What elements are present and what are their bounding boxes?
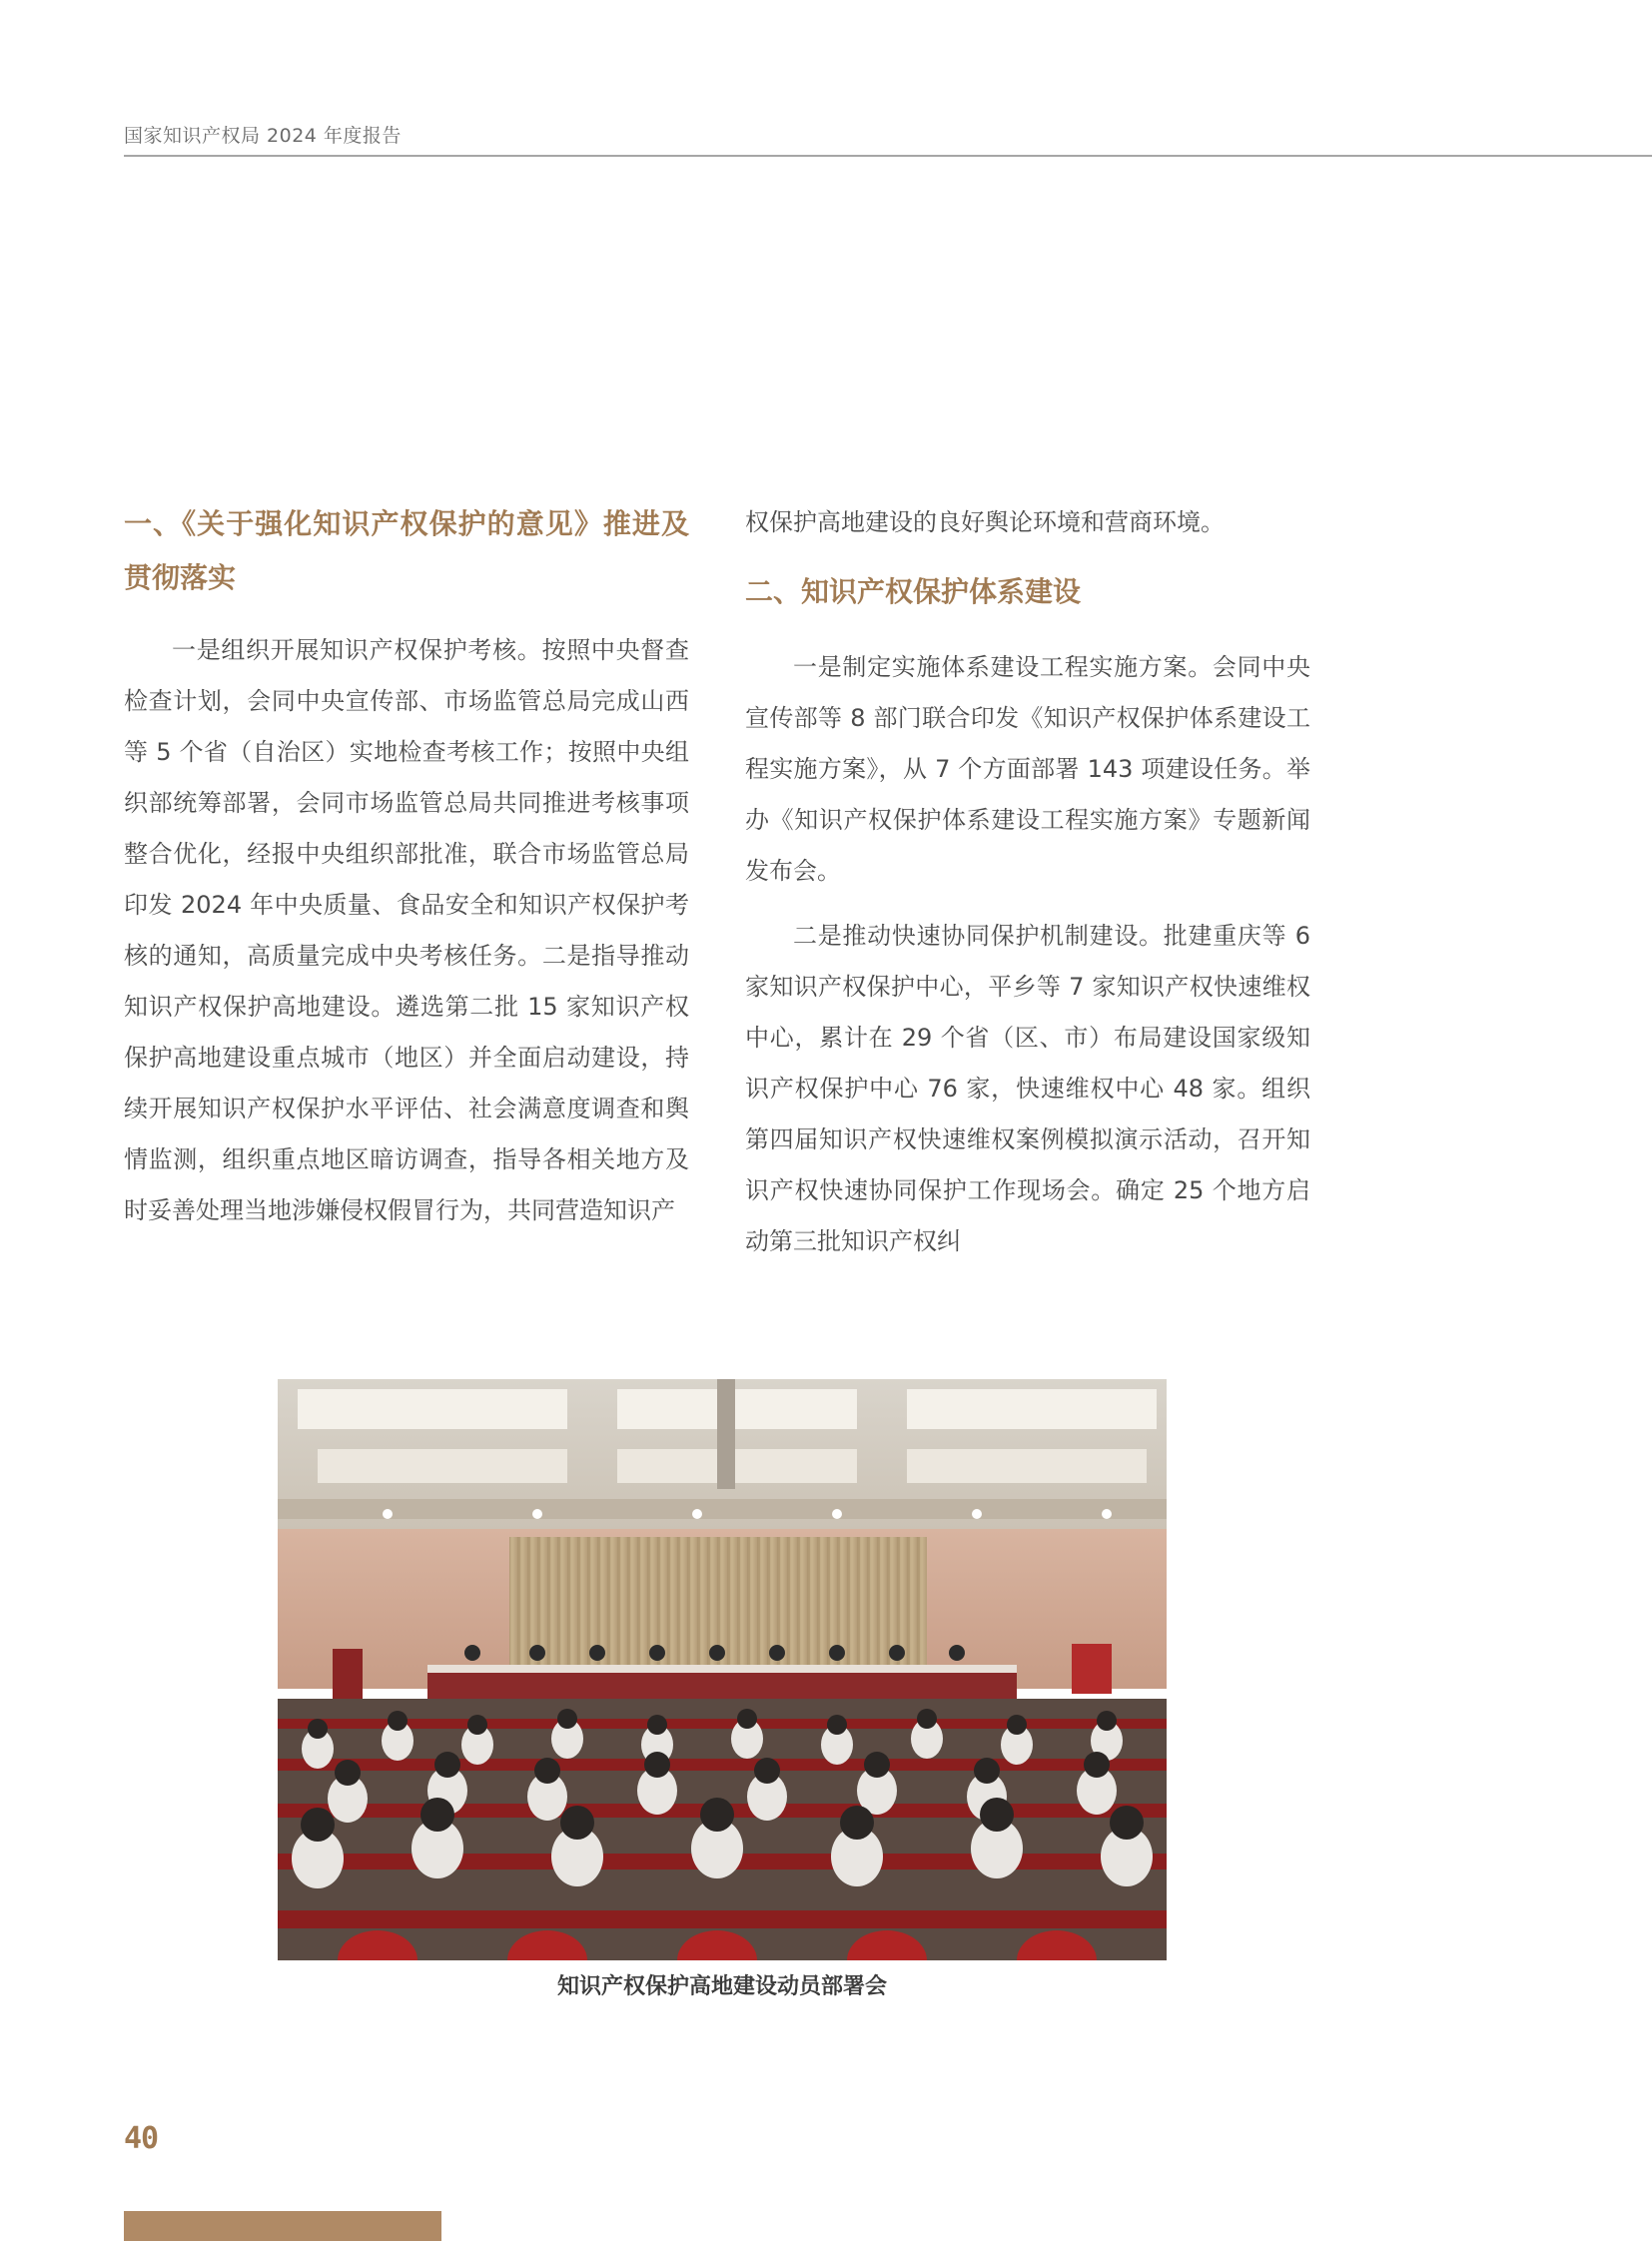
left-column <box>124 497 689 1236</box>
running-header: 国家知识产权局 2024 年度报告 <box>124 125 402 147</box>
photo-caption: 知识产权保护高地建设动员部署会 <box>556 1974 887 1999</box>
body-paragraph: 一是组织开展知识产权保护考核。按照中央督查检查计划，会同中央宣传部、市场监管总局完成山西等 5 个省（自治区）实地检查考核工作；按照中央组织部统筹部署，会同市场监管总局共同推进考核事项整合优化，经报中央组织部批准，联合市场监管总局印发 2024 年中央质量、食品安全和知识产权保护考核的通知，高质量完成中央考核任务。二是指导推动知识产权保护高地建设。遴选第二批 15 家知识产权保护高地建设重点城市（地区）并全面启动建设，持续开展知识产权保护水平评估、社会满意度调查和舆情监测，组织重点地区暗访调查，指导各相关地方及时妥善处理当地涉嫌侵权假冒行为，共同营造知识产 <box>124 636 689 1224</box>
page-number: 40 <box>124 2121 159 2156</box>
section-heading-2: 二、知识产权保护体系建设 <box>745 575 1082 608</box>
body-paragraph: 一是制定实施体系建设工程实施方案。会同中央宣传部等 8 部门联合印发《知识产权保护体系建设工程实施方案》，从 7 个方面部署 143 项建设任务。举办《知识产权保护体系建设工程实施方案》专题新闻发布会。 <box>745 653 1310 885</box>
right-column <box>745 497 1310 1267</box>
body-paragraph: 二是推动快速协同保护机制建设。批建重庆等 6 家知识产权保护中心，平乡等 7 家知识产权快速维权中心，累计在 29 个省（区、市）布局建设国家级知识产权保护中心 76 家，快速维权中心 48 家。组织第四届知识产权快速维权案例模拟演示活动，召开知识产权快速协同保护工作现场会。确定 25 个地方启动第三批知识产权纠 <box>745 922 1310 1255</box>
continued-paragraph: 权保护高地建设的良好舆论环境和营商环境。 <box>745 508 1225 536</box>
conference-photo <box>278 1379 1167 1960</box>
section-heading-1: 一、《关于强化知识产权保护的意见》推进及贯彻落实 <box>124 507 689 594</box>
header-divider <box>124 155 1652 157</box>
footer-accent-bar <box>124 2211 441 2241</box>
